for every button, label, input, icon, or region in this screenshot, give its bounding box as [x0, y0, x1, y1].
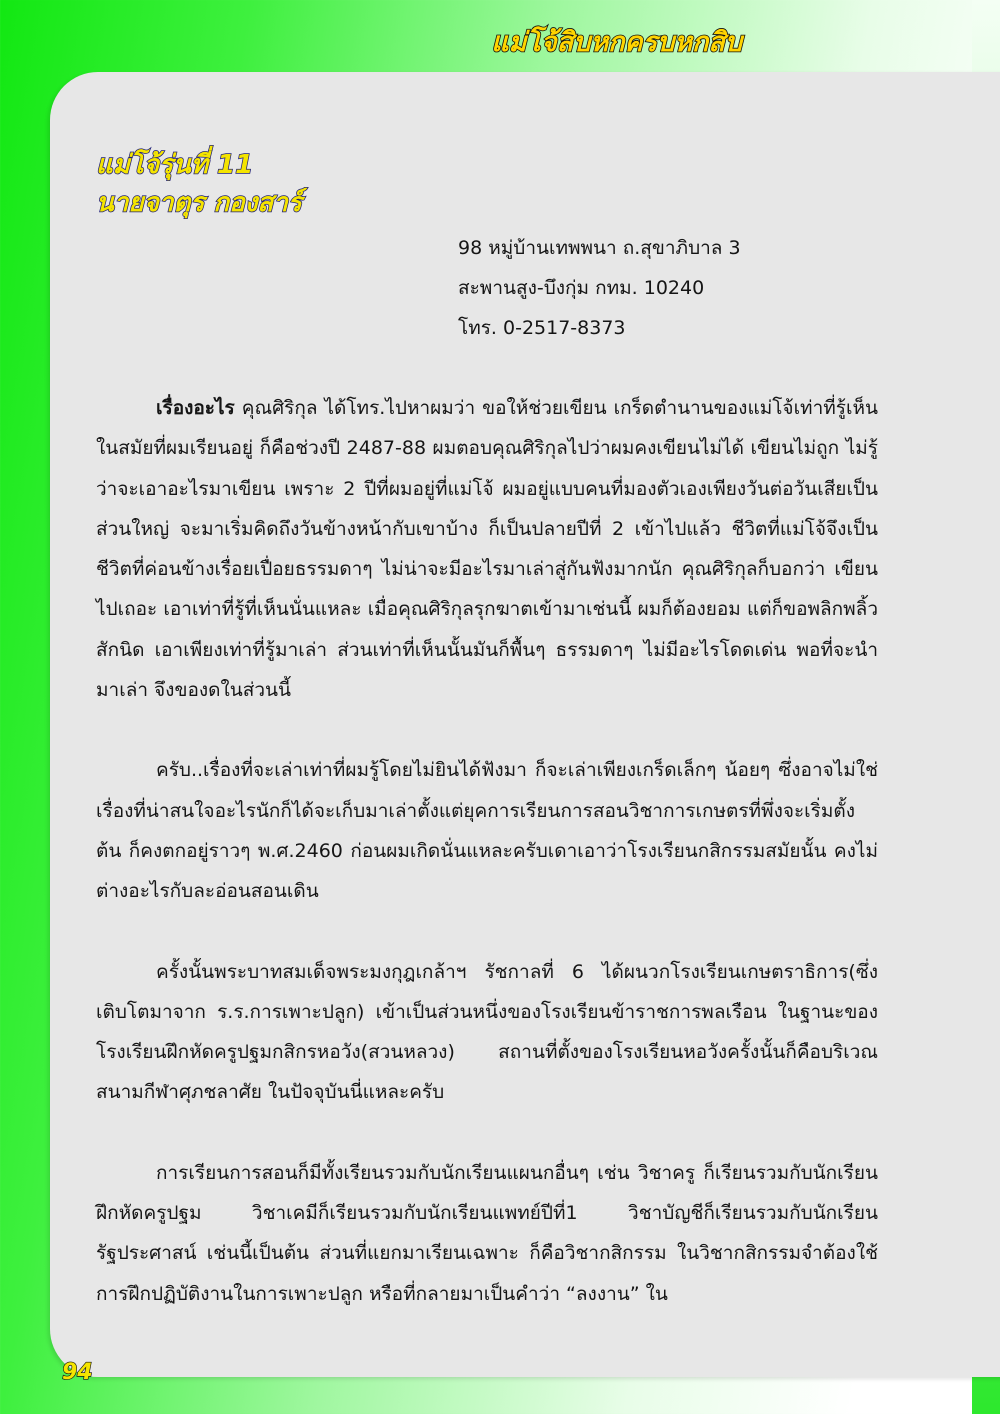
author-block: [96, 146, 302, 222]
address-line-2: สะพานสูง-บึงกุ่ม กทม. 10240: [458, 277, 705, 299]
paragraph-3: ครั้งนั้นพระบาทสมเด็จพระมงกุฎเกล้าฯ รัชกาลที่ 6 ได้ผนวกโรงเรียนเกษตราธิการ(ซึ่งเติบโตมาจาก ร.ร.การเพาะปลูก) เข้าเป็นส่วนหนึ่งของโรงเรียนข้าราชการพลเรือน ในฐานะของโรงเรียนฝึกหัดครูปฐมกสิกรหอวัง(สวนหลวง) สถานที่ตั้งของโรงเรียนหอวังครั้งนั้นก็คือบริเวณสนามกีฬาศุภชลาศัย ในปัจจุบันนี่แหละครับ: [96, 960, 878, 1104]
phone-line: โทร. 0-2517-8373: [458, 317, 626, 339]
paragraph-2: ครับ..เรื่องที่จะเล่าเท่าที่ผมรู้โดยไม่ยินได้ฟังมา ก็จะเล่าเพียงเกร็ดเล็กๆ น้อยๆ ซึ่งอาจไม่ใช่เรื่องที่น่าสนใจอะไรนักก็ได้จะเก็บมาเล่าตั้งแต่ยุคการเรียนการสอนวิชาการเกษตรที่พึ่งจะเริ่มตั้งต้น ก็คงตกอยู่ราวๆ พ.ศ.2460 ก่อนผมเกิดนั่นแหละครับเดาเอาว่าโรงเรียนกสิกรรมสมัยนั้น คงไม่ต่างอะไรกับละอ่อนสอนเดิน: [96, 759, 878, 903]
page-number: 94: [62, 1360, 93, 1385]
paragraph-4: การเรียนการสอนก็มีทั้งเรียนรวมกับนักเรียนแผนกอื่นๆ เช่น วิชาครู ก็เรียนรวมกับนักเรียนฝึกหัดครูปฐม วิชาเคมีก็เรียนรวมกับนักเรียนแพทย์ปีที่1 วิชาบัญชีก็เรียนรวมกับนักเรียนรัฐประศาสน์ เช่นนี้เป็นต้น ส่วนที่แยกมาเรียนเฉพาะ ก็คือวิชากสิกรรม ในวิชากสิกรรมจำต้องใช้การฝึกปฏิบัติงานในการเพาะปลูก หรือที่กลายมาเป็นคำว่า “ลงงาน” ใน: [96, 1161, 878, 1305]
paragraph-1-text: คุณศิริกุล ได้โทร.ไปหาผมว่า ขอให้ช่วยเขียน เกร็ดตำนานของแม่โจ้เท่าที่รู้เห็นในสมัยที่ผมเรียนอยู่ ก็คือช่วงปี 2487-88 ผมตอบคุณศิริกุลไปว่าผมคงเขียนไม่ได้ เขียนไม่ถูก ไม่รู้ว่าจะเอาอะไรมาเขียน เพราะ 2 ปีที่ผมอยู่ที่แม่โจ้ ผมอยู่แบบคนที่มองตัวเองเพียงวันต่อวันเสียเป็นส่วนใหญ่ จะมาเริ่มคิดถึงวันข้างหน้ากับเขาบ้าง ก็เป็นปลายปีที่ 2 เข้าไปแล้ว ชีวิตที่แม่โจ้จึงเป็นชีวิตที่ค่อนข้างเรื่อยเปื่อยธรรมดาๆ ไม่น่าจะมีอะไรมาเล่าสู่กันฟังมากนัก คุณศิริกุลก็บอกว่า เขียนไปเถอะ เอาเท่าที่รู้ที่เห็นนั่นแหละ เมื่อคุณศิริกุลรุกฆาตเข้ามาเช่นนี้ ผมก็ต้องยอม แต่ก็ขอพลิกพลิ้วสักนิด เอาเพียงเท่าที่รู้มาเล่า ส่วนเท่าที่เห็นนั้นมันก็พื้นๆ ธรรมดาๆ ไม่มีอะไรโดดเด่น พอที่จะนำมาเล่า จึงของดในส่วนนี้: [96, 397, 878, 702]
paragraph-1: [96, 388, 878, 710]
author-generation: แม่โจ้รุ่นที่ 11: [96, 150, 254, 180]
article-body: [96, 388, 878, 1314]
address-block: [458, 228, 741, 348]
author-name: นายจาตุร กองสาร์: [96, 188, 302, 218]
paragraph-1-lead: เรื่องอะไร: [156, 397, 235, 419]
address-line-1: 98 หมู่บ้านเทพพนา ถ.สุขาภิบาล 3: [458, 237, 741, 259]
header-title: แม่โจ้สิบหกครบหกสิบ: [491, 27, 742, 58]
